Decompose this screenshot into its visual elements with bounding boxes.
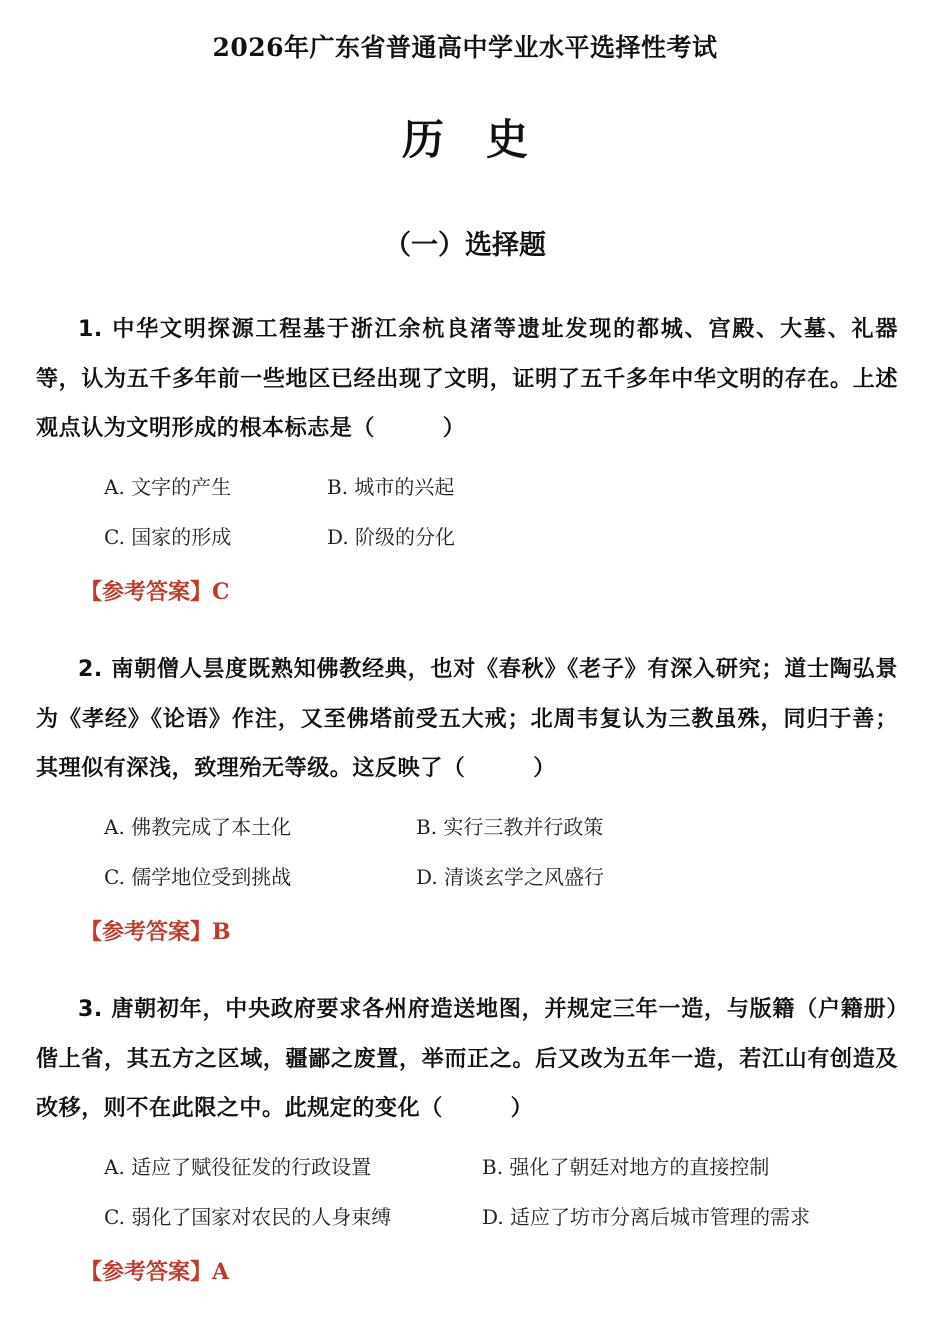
option-d: D. 适应了坊市分离后城市管理的需求: [482, 1204, 811, 1229]
reference-answer: [80, 1252, 898, 1293]
question-stem: 1. 中华文明探源工程基于浙江余杭良渚等遗址发现的都城、宫殿、大墓、礼器等，认为五千多年前一些地区已经出现了文明，证明了五千多年中华文明的存在。上述观点认为文明形成的根本标志是（ ）: [36, 317, 898, 441]
answer-value: B: [212, 918, 231, 945]
subject-title: 历 史: [401, 115, 528, 164]
options: [36, 1142, 898, 1242]
reference-answer: [80, 912, 898, 953]
option-c: C. 国家的形成: [104, 524, 232, 549]
question-3: [36, 985, 898, 1293]
answer-label: 【参考答案】: [80, 1259, 213, 1285]
option-d: D. 清谈玄学之风盛行: [416, 864, 605, 889]
section-title: （一）选择题: [384, 230, 546, 261]
option-a: A. 文字的产生: [104, 474, 232, 499]
question-2: [36, 645, 898, 953]
options: [36, 802, 898, 902]
question-stem: 2. 南朝僧人昙度既熟知佛教经典，也对《春秋》《老子》有深入研究；道士陶弘景为《孝经》《论语》作注，又至佛塔前受五大戒；北周韦复认为三教虽殊，同归于善；其理似有深浅，致理殆无等级。这反映了（ ）: [36, 657, 898, 781]
reference-answer: [80, 572, 898, 613]
question-1: [36, 305, 898, 613]
option-c: C. 弱化了国家对农民的人身束缚: [104, 1204, 392, 1229]
answer-value: C: [212, 578, 230, 605]
answer-value: A: [212, 1258, 230, 1285]
question-stem: 3. 唐朝初年，中央政府要求各州府造送地图，并规定三年一造，与版籍（户籍册）偕上省，其五方之区域，疆鄙之废置，举而正之。后又改为五年一造，若江山有创造及改移，则不在此限之中。此规定的变化（ ）: [36, 997, 898, 1121]
option-a: A. 佛教完成了本土化: [104, 814, 292, 839]
option-d: D. 阶级的分化: [327, 524, 456, 549]
answer-label: 【参考答案】: [80, 919, 213, 945]
answer-label: 【参考答案】: [80, 579, 213, 605]
option-a: A. 适应了赋役征发的行政设置: [104, 1154, 372, 1179]
options: [36, 462, 898, 562]
option-b: B. 强化了朝廷对地方的直接控制: [482, 1154, 770, 1179]
option-c: C. 儒学地位受到挑战: [104, 864, 292, 889]
exam-title: 2026年广东省普通高中学业水平选择性考试: [212, 33, 718, 62]
option-b: B. 城市的兴起: [327, 474, 455, 499]
option-b: B. 实行三教并行政策: [416, 814, 604, 839]
